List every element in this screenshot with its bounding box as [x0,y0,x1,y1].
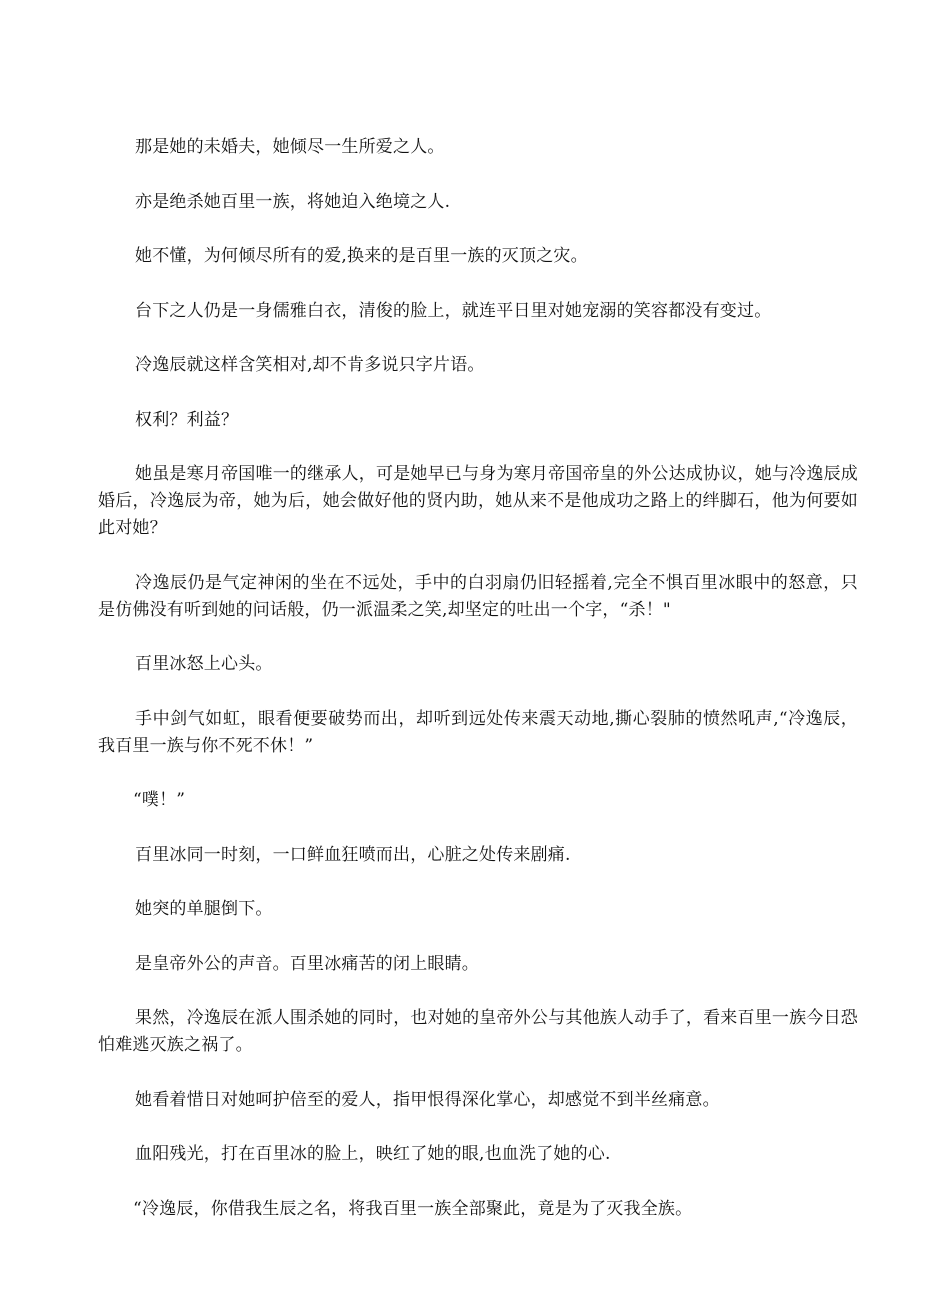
paragraph: 她虽是寒月帝国唯一的继承人，可是她早已与身为寒月帝国帝皇的外公达成协议，她与冷逸辰成婚后，冷逸辰为帝，她为后，她会做好他的贤内助，她从来不是他成功之路上的绊脚石，他为何要如此对她？ [98,464,858,538]
document-body [98,134,858,1250]
paragraph: 是皇帝外公的声音。百里冰痛苦的闭上眼睛。 [135,953,479,974]
paragraph: 台下之人仍是一身儒雅白衣，清俊的脸上，就连平日里对她宠溺的笑容都没有变过。 [135,300,772,321]
paragraph: 冷逸辰仍是气定神闲的坐在不远处，手中的白羽扇仍旧轻摇着,完全不惧百里冰眼中的怒意，只是仿佛没有听到她的问话般，仍一派温柔之笑,却坚定的吐出一个字，“杀！" [98,572,858,620]
paragraph: 血阳残光，打在百里冰的脸上，映红了她的眼,也血洗了她的心. [135,1144,611,1164]
paragraph: 手中剑气如虹，眼看便要破势而出，却听到远处传来震天动地,撕心裂肺的愤然吼声,“冷逸辰，我百里一族与你不死不休！” [98,708,858,756]
paragraph: 她突的单腿倒下。 [135,899,273,919]
paragraph: 她看着惜日对她呵护倍至的爱人，指甲恨得深化掌心，却感觉不到半丝痛意。 [135,1089,720,1110]
paragraph: 百里冰同一时刻，一口鲜血狂喷而出，心脏之处传来剧痛. [135,844,571,865]
paragraph: 她不懂，为何倾尽所有的爱,换来的是百里一族的灭顶之灾。 [135,246,588,266]
paragraph: 果然，冷逸辰在派人围杀她的同时，也对她的皇帝外公与其他族人动手了，看来百里一族今日恐怕难逃灭族之祸了。 [98,1008,858,1055]
paragraph: 那是她的未婚夫，她倾尽一生所爱之人。 [135,137,445,157]
paragraph: 百里冰怒上心头。 [135,654,273,674]
paragraph: 亦是绝杀她百里一族，将她迫入绝境之人. [135,191,451,212]
paragraph: “噗！” [133,790,186,810]
paragraph: 权利？利益？ [135,409,239,430]
paragraph: “冷逸辰，你借我生辰之名，将我百里一族全部聚此，竟是为了灭我全族。 [133,1198,693,1219]
paragraph: 冷逸辰就这样含笑相对,却不肯多说只字片语。 [135,355,485,375]
